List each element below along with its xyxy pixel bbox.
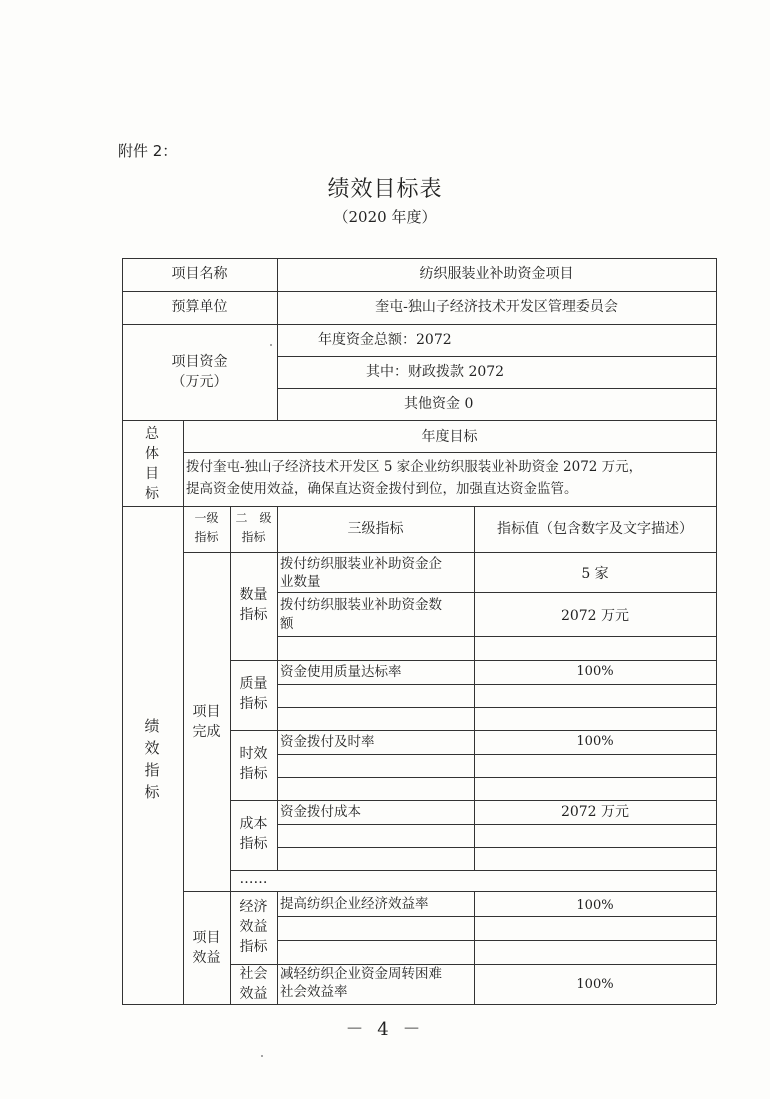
cost-indicator-label: 指标 xyxy=(239,836,268,852)
project-funds-label: 项目资金 xyxy=(171,354,228,370)
indicator-text: 资金使用质量达标率 xyxy=(280,664,402,680)
indicator-value: 2072 万元 xyxy=(560,804,630,820)
quantity-indicator-label: 指标 xyxy=(239,607,268,623)
indicator-value: 2072 万元 xyxy=(560,608,630,624)
timeliness-indicator-label: 指标 xyxy=(239,766,268,782)
budget-unit-value: 奎屯-独山子经济技术开发区管理委员会 xyxy=(375,299,618,315)
indicator-value: 5 家 xyxy=(581,566,609,582)
quality-indicator-label: 指标 xyxy=(239,696,268,712)
indicator-text: 资金拨付成本 xyxy=(280,804,361,820)
annual-goal-text: 提高资金使用效益，确保直达资金拨付到位，加强直达资金监管。 xyxy=(186,481,578,497)
indicator-text: 额 xyxy=(280,616,294,632)
level3-header: 三级指标 xyxy=(347,521,404,537)
indicator-text: 提高纺织企业经济效益率 xyxy=(280,896,429,912)
indicator-value: 100% xyxy=(576,664,614,679)
quality-indicator-label: 质量 xyxy=(239,676,268,692)
fiscal-year: （2020 年度） xyxy=(333,208,437,226)
level2-header: 二 级 xyxy=(235,511,272,525)
annual-goal-text: 拨付奎屯-独山子经济技术开发区 5 家企业纺织服装业补助资金 2072 万元， xyxy=(186,459,643,475)
category-project-completion: 完成 xyxy=(192,724,221,740)
indicator-value: 100% xyxy=(576,734,614,749)
overall-label-char: 体 xyxy=(145,446,159,462)
indicator-text: 拨付纺织服装业补助资金企 xyxy=(280,556,442,572)
cost-indicator-label: 成本 xyxy=(239,816,268,832)
economic-benefit-label: 效益 xyxy=(239,919,268,935)
overall-label-char: 总 xyxy=(145,426,159,442)
economic-benefit-label: 经济 xyxy=(239,899,268,915)
annual-total-funds: 年度资金总额：2072 xyxy=(318,332,452,348)
fiscal-allocation: 其中：财政拨款 2072 xyxy=(366,364,505,380)
project-name-value: 纺织服装业补助资金项目 xyxy=(419,266,574,282)
social-benefit-label: 社会 xyxy=(239,966,268,982)
level1-header: 指标 xyxy=(194,530,219,544)
indicator-text: 拨付纺织服装业补助资金数 xyxy=(280,597,442,613)
ellipsis: …… xyxy=(239,871,268,887)
indicators-label-char: 标 xyxy=(144,783,160,801)
category-project-benefit: 项目 xyxy=(192,930,221,946)
indicators-label-char: 指 xyxy=(144,761,160,779)
indicator-text: 社会效益率 xyxy=(280,984,348,1000)
timeliness-indicator-label: 时效 xyxy=(239,746,268,762)
level2-header: 指标 xyxy=(241,530,266,544)
category-project-completion: 项目 xyxy=(192,704,221,720)
attachment-label: 附件 2： xyxy=(118,142,178,160)
indicator-value: 100% xyxy=(576,898,614,913)
indicator-text: 减轻纺织企业资金周转困难 xyxy=(280,966,442,982)
indicators-label-char: 绩 xyxy=(144,717,160,735)
page-number: － 4 － xyxy=(345,1019,425,1040)
economic-benefit-label: 指标 xyxy=(239,939,268,955)
level1-header: 一级 xyxy=(194,511,219,525)
category-project-benefit: 效益 xyxy=(192,950,221,966)
quantity-indicator-label: 数量 xyxy=(239,587,268,603)
indicator-text: 资金拨付及时率 xyxy=(280,734,375,750)
project-name-label: 项目名称 xyxy=(171,266,228,282)
indicator-value-header: 指标值（包含数字及文字描述） xyxy=(497,521,693,537)
overall-label-char: 标 xyxy=(145,486,159,502)
overall-label-char: 目 xyxy=(145,466,159,482)
annual-goal-heading: 年度目标 xyxy=(421,429,478,445)
indicator-text: 业数量 xyxy=(280,574,321,590)
social-benefit-label: 效益 xyxy=(239,986,268,1002)
indicators-label-char: 效 xyxy=(144,739,160,757)
budget-unit-label: 预算单位 xyxy=(171,299,228,315)
project-funds-unit: （万元） xyxy=(171,374,228,390)
page-title: 绩效目标表 xyxy=(327,177,443,202)
other-funds: 其他资金 0 xyxy=(404,396,474,412)
indicator-value: 100% xyxy=(576,977,614,992)
